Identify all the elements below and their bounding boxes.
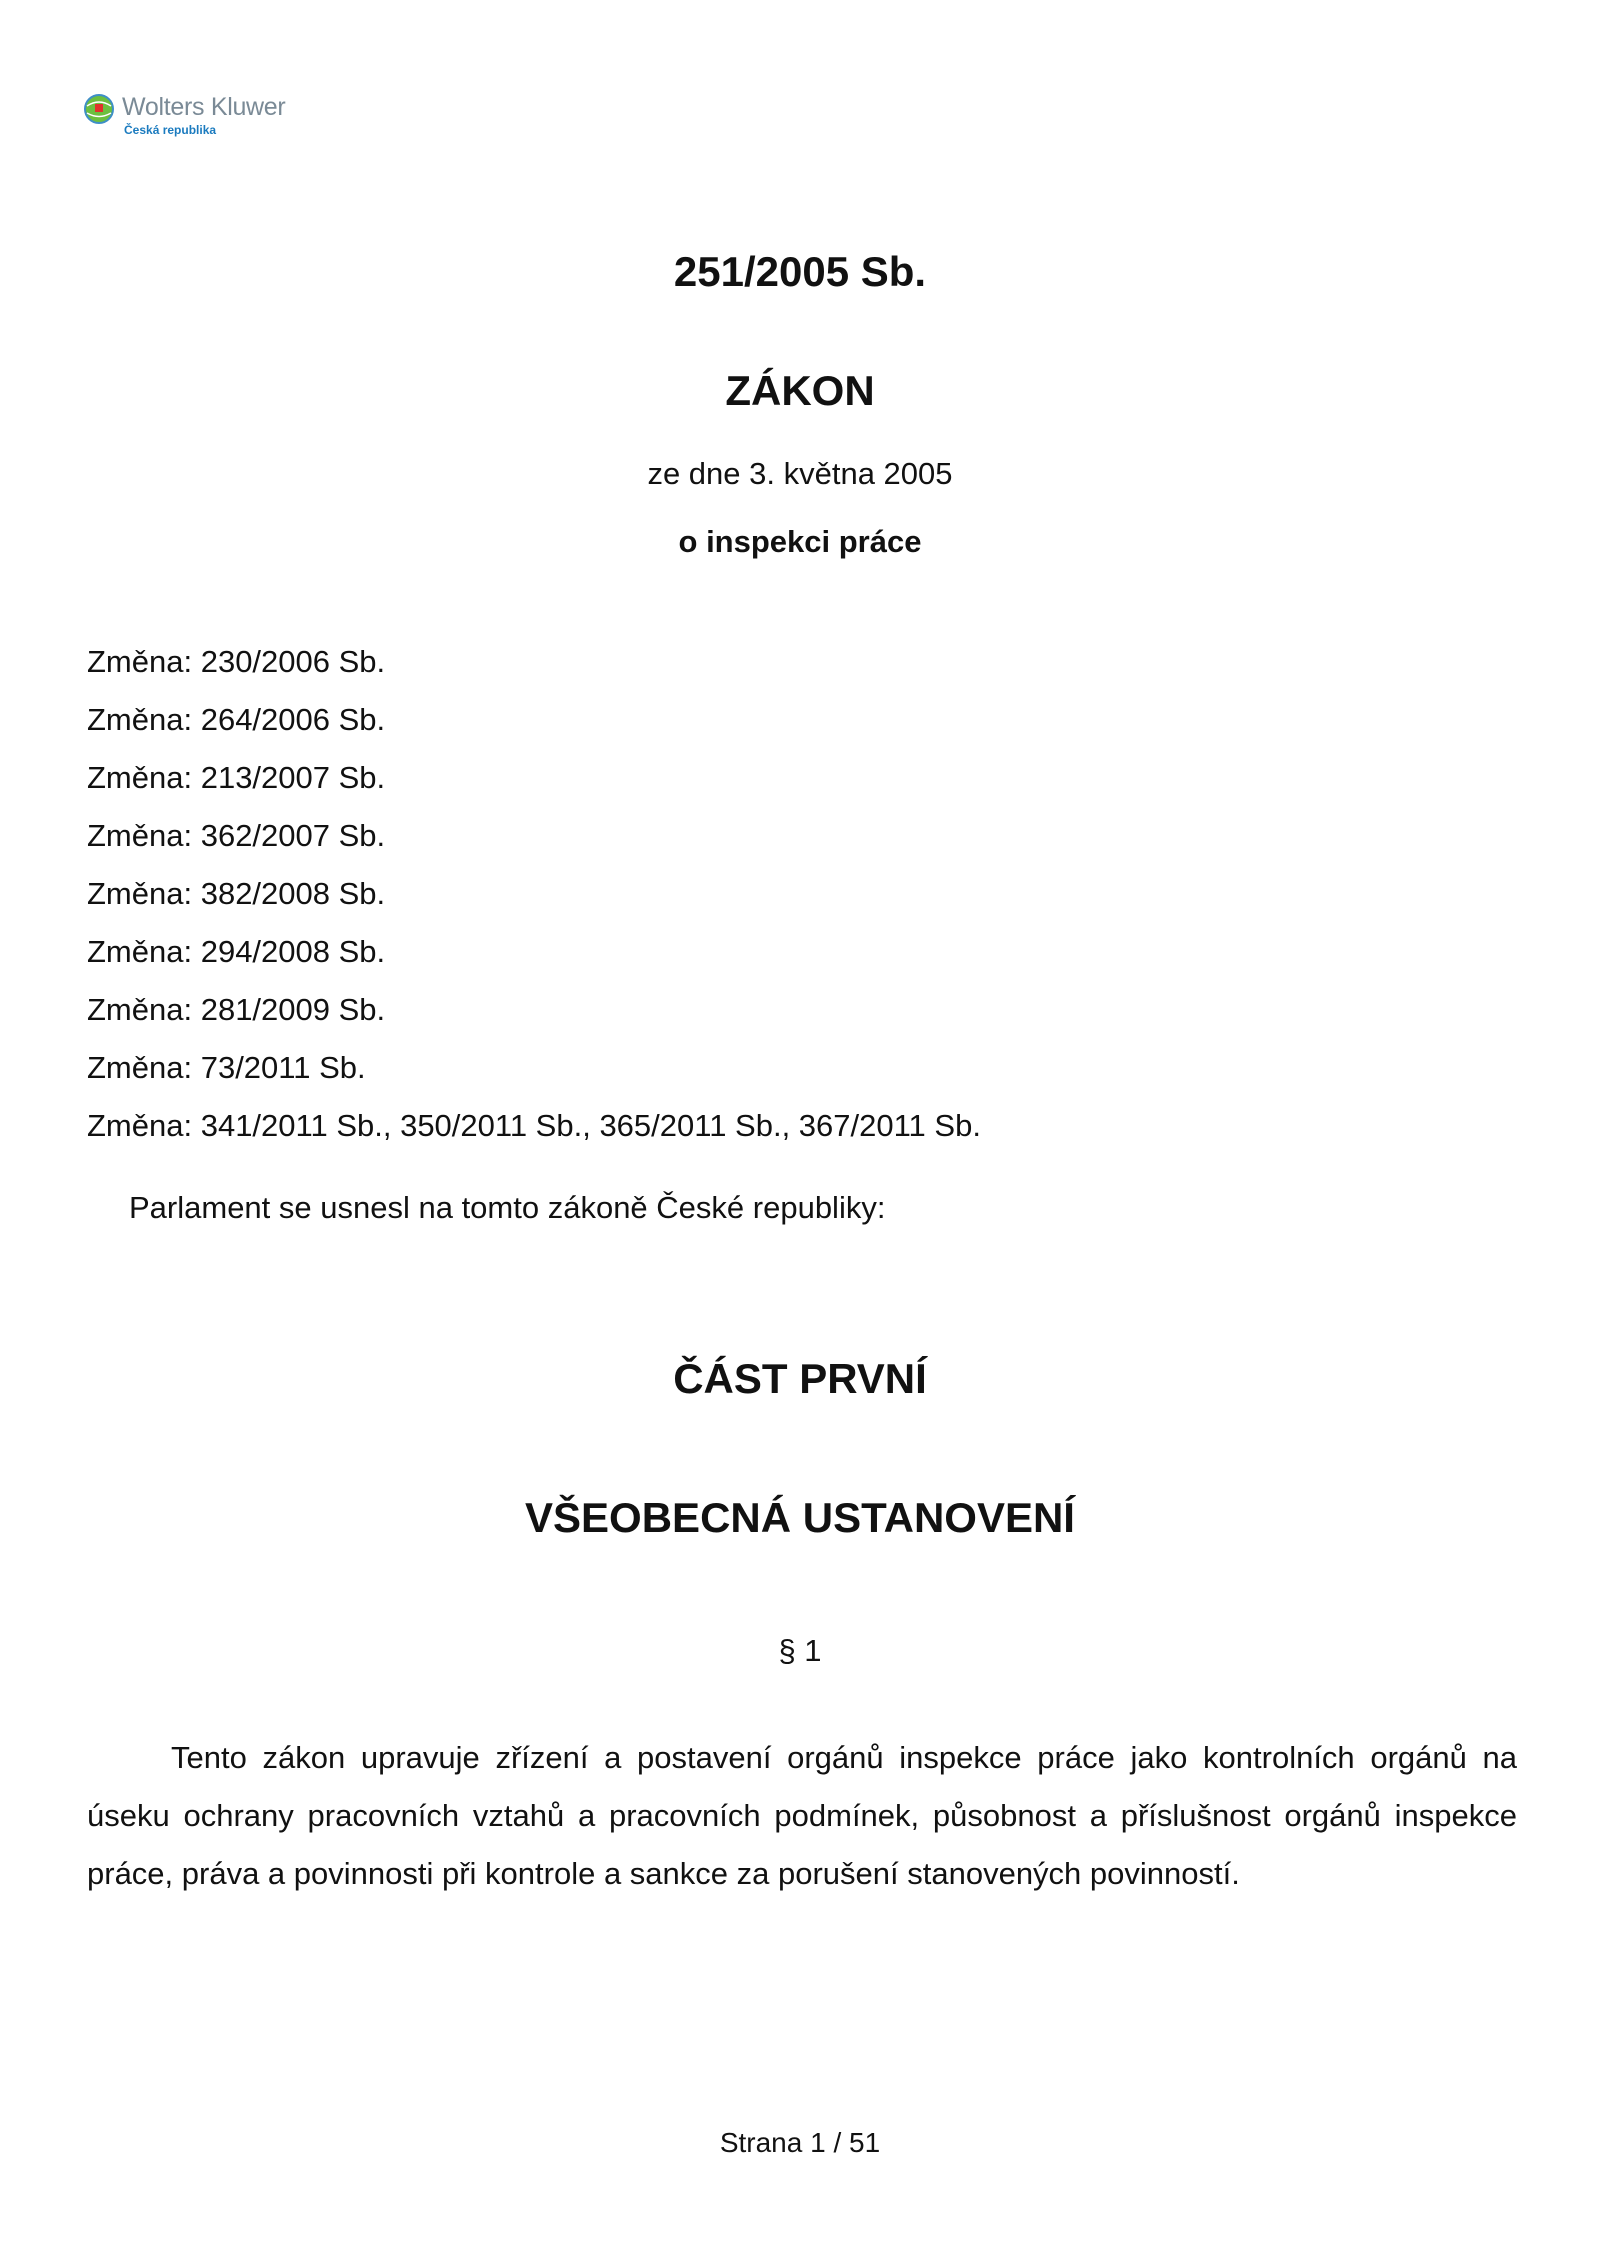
amendments-list bbox=[87, 640, 981, 1162]
amendment-item: Změna: 213/2007 Sb. bbox=[87, 760, 386, 795]
amendment-item: Změna: 281/2009 Sb. bbox=[87, 992, 386, 1027]
part-name: VŠEOBECNÁ USTANOVENÍ bbox=[525, 1494, 1075, 1541]
document-type-heading: ZÁKON bbox=[725, 367, 875, 414]
amendment-item: Změna: 362/2007 Sb. bbox=[87, 818, 386, 853]
publisher-logo bbox=[84, 90, 324, 140]
document-subject: o inspekci práce bbox=[678, 524, 922, 559]
logo-name: Wolters Kluwer bbox=[122, 93, 286, 121]
page-number: Strana 1 / 51 bbox=[719, 2127, 881, 2158]
law-number: 251/2005 Sb. bbox=[673, 248, 927, 295]
amendment-item: Změna: 382/2008 Sb. bbox=[87, 876, 386, 911]
logo-subtitle: Česká republika bbox=[124, 123, 217, 137]
part-title: ČÁST PRVNÍ bbox=[673, 1355, 927, 1402]
amendment-item: Změna: 73/2011 Sb. bbox=[87, 1050, 366, 1085]
preamble: Parlament se usnesl na tomto zákoně České republiky: bbox=[129, 1190, 886, 1225]
document-date: ze dne 3. května 2005 bbox=[647, 456, 953, 491]
globe-logo-icon bbox=[84, 94, 114, 124]
amendment-item: Změna: 341/2011 Sb., 350/2011 Sb., 365/2011 Sb., 367/2011 Sb. bbox=[87, 1108, 981, 1143]
section-paragraph: Tento zákon upravuje zřízení a postavení orgánů inspekce práce jako kontrolních orgánů na úseku ochrany pracovních vztahů a pracovních podmínek, působnost a příslušnost orgánů inspekce práce, práva a povinnosti při kontrole a sankce za porušení stanovených povinností. bbox=[87, 1740, 1517, 1891]
section-number: § 1 bbox=[778, 1633, 822, 1668]
amendment-item: Změna: 294/2008 Sb. bbox=[87, 934, 386, 969]
amendment-item: Změna: 230/2006 Sb. bbox=[87, 644, 386, 679]
amendment-item: Změna: 264/2006 Sb. bbox=[87, 702, 386, 737]
